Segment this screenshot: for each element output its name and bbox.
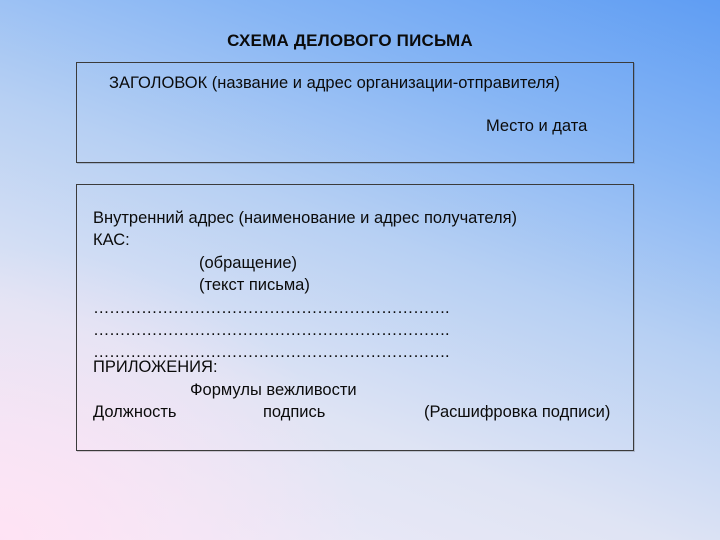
dotted-line-3: …………………………………………………………. [93,343,450,361]
position-label: Должность [93,403,177,421]
signature-label: подпись [263,403,326,421]
dotted-line-1: …………………………………………………………. [93,299,450,317]
signature-decoding: (Расшифровка подписи) [424,403,611,421]
place-and-date: Место и дата [486,117,588,135]
page-title: СХЕМА ДЕЛОВОГО ПИСЬМА [227,31,473,50]
salutation: (обращение) [199,254,298,272]
attachments-label: ПРИЛОЖЕНИЯ: [93,358,218,376]
letter-text: (текст письма) [199,276,310,294]
dotted-line-2: …………………………………………………………. [93,321,450,339]
letterhead-heading: ЗАГОЛОВОК (название и адрес организации-отправителя) [109,74,560,92]
courtesy-formulas: Формулы вежливости [190,381,357,399]
inner-address: Внутренний адрес (наименование и адрес получателя) [93,209,518,227]
kas-label: КАС: [93,231,130,249]
